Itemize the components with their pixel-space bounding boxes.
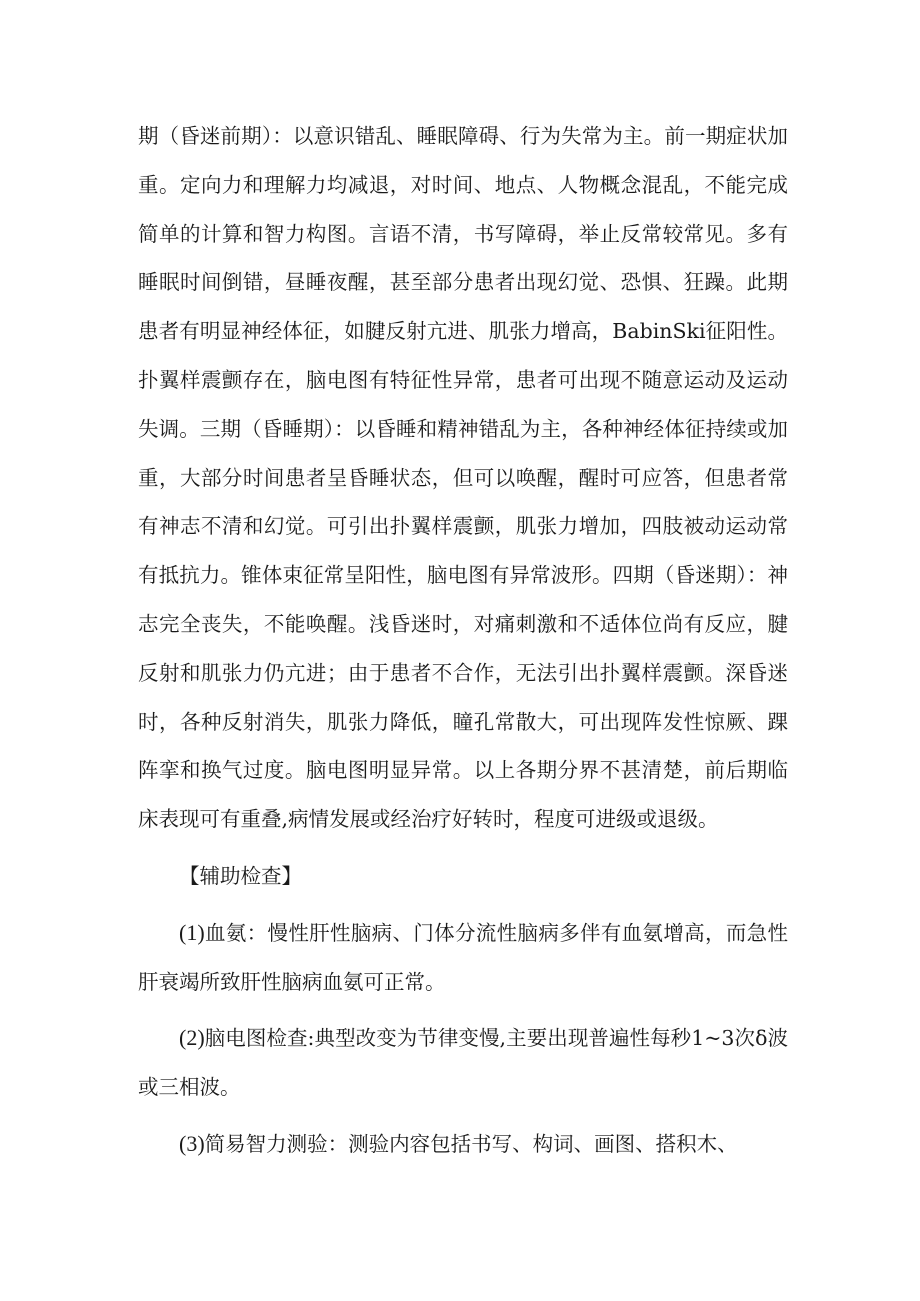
list-item: [138, 1014, 788, 1112]
item-text: 脑电图检查:典型改变为节律变慢,主要出现普遍性每秒1~3次δ波或三相波。: [138, 1026, 788, 1100]
document-body: [138, 112, 788, 1169]
body-paragraph: 期（昏迷前期）：以意识错乱、睡眠障碍、行为失常为主。前一期症状加重。定向力和理解力均减退，对时间、地点、人物概念混乱，不能完成简单的计算和智力构图。言语不清，书写障碍，举止反常较常见。多有睡眠时间倒错，昼睡夜醒，甚至部分患者出现幻觉、恐惧、狂躁。此期患者有明显神经体征，如腱反射亢进、肌张力增高，BabinSki征阳性。扑翼样震颤存在，脑电图有特征性异常，患者可出现不随意运动及运动失调。三期（昏睡期）：以昏睡和精神错乱为主，各种神经体征持续或加重，大部分时间患者呈昏睡状态，但可以唤醒，醒时可应答，但患者常有神志不清和幻觉。可引出扑翼样震颤，肌张力增加，四肢被动运动常有抵抗力。锥体束征常呈阳性，脑电图有异常波形。四期（昏迷期）：神志完全丧失，不能唤醒。浅昏迷时，对痛刺激和不适体位尚有反应，腱反射和肌张力仍亢进；由于患者不合作，无法引出扑翼样震颤。深昏迷时，各种反射消失，肌张力降低，瞳孔常散大，可出现阵发性惊厥、踝阵挛和换气过度。脑电图明显异常。以上各期分界不甚清楚，前后期临床表现可有重叠,病情发展或经治疗好转时，程度可进级或退级。: [138, 124, 788, 832]
item-text: 血氨：慢性肝性脑病、门体分流性脑病多伴有血氨增高，而急性肝衰竭所致肝性脑病血氨可正常。: [138, 920, 788, 994]
section-heading: 【辅助检查】: [179, 863, 302, 888]
item-number: (1): [179, 919, 205, 945]
item-number: (3): [179, 1130, 205, 1156]
item-number: (2): [179, 1025, 205, 1051]
item-text: 简易智力测验：测验内容包括书写、构词、画图、搭积木、: [204, 1131, 738, 1156]
list-item: [138, 1120, 788, 1169]
list-item: [138, 909, 788, 1007]
